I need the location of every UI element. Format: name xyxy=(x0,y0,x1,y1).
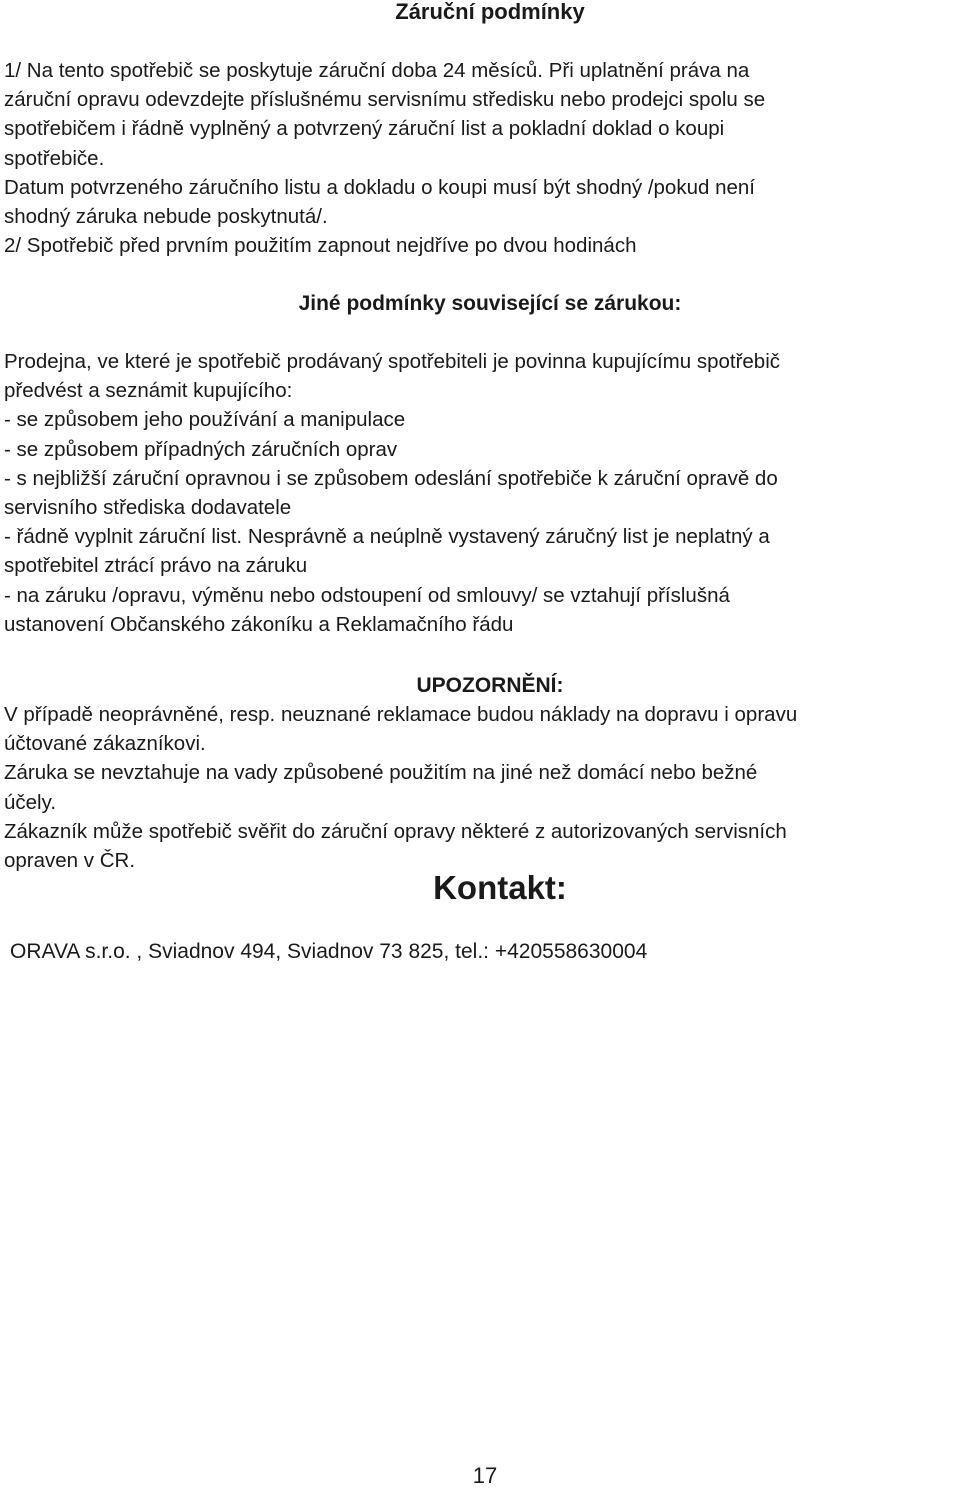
paragraph-line: účtované zákazníkovi. xyxy=(4,732,206,756)
warranty-terms-section xyxy=(4,56,959,260)
other-conditions-heading: Jiné podmínky související se zárukou: xyxy=(298,292,682,315)
paragraph-line: spotřebitel ztrácí právo na záruku xyxy=(4,554,308,578)
warning-section xyxy=(4,700,959,875)
paragraph-line: - se způsobem jeho používání a manipulace xyxy=(4,408,406,432)
paragraph-line: účely. xyxy=(4,790,57,814)
paragraph-line: 2/ Spotřebič před prvním použitím zapnout nejdříve po dvou hodinách xyxy=(4,234,637,258)
paragraph-line: Datum potvrzeného záručního listu a dokladu o koupi musí být shodný /pokud není xyxy=(4,175,755,199)
paragraph-line: 1/ Na tento spotřebič se poskytuje záruční doba 24 měsíců. Při uplatnění práva na xyxy=(4,59,750,82)
paragraph-line: opraven v ČR. xyxy=(4,848,136,872)
contact-address: ORAVA s.r.o. , Sviadnov 494, Sviadnov 73 825, tel.: +420558630004 xyxy=(10,940,648,963)
paragraph-line: - na záruku /opravu, výměnu nebo odstoupení od smlouvy/ se vztahují příslušná xyxy=(4,583,730,607)
paragraph-line: - s nejbližší záruční opravnou i se způsobem odeslání spotřebiče k záruční opravě do xyxy=(4,466,778,490)
paragraph-line: - se způsobem případných záručních oprav xyxy=(4,437,398,461)
other-conditions-section xyxy=(4,347,959,639)
paragraph-line: spotřebiče. xyxy=(4,146,105,170)
paragraph-line: ustanovení Občanského zákoníku a Reklamačního řádu xyxy=(4,612,514,636)
page-title: Záruční podmínky xyxy=(395,0,585,24)
page-number: 17 xyxy=(472,1463,498,1488)
paragraph-line: shodný záruka nebude poskytnutá/. xyxy=(4,204,328,228)
paragraph-line: - řádně vyplnit záruční list. Nesprávně a neúplně vystavený záručný list je neplatný a xyxy=(4,525,770,549)
paragraph-line: Prodejna, ve které je spotřebič prodávaný spotřebiteli je povinna kupujícímu spotřebič xyxy=(4,350,781,373)
paragraph-line: spotřebičem i řádně vyplněný a potvrzený záruční list a pokladní doklad o koupi xyxy=(4,117,725,141)
paragraph-line: V případě neoprávněné, resp. neuznané reklamace budou náklady na dopravu i opravu xyxy=(4,703,798,726)
paragraph-line: Záruka se nevztahuje na vady způsobené použitím na jiné než domácí nebo bežné xyxy=(4,761,758,785)
paragraph-line: Zákazník může spotřebič svěřit do záruční opravy některé z autorizovaných servisních xyxy=(4,819,787,843)
warning-heading: UPOZORNĚNÍ: xyxy=(416,674,564,697)
paragraph-line: servisního střediska dodavatele xyxy=(4,495,292,519)
paragraph-line: záruční opravu odevzdejte příslušnému servisnímu středisku nebo prodejci spolu se xyxy=(4,88,766,112)
paragraph-line: předvést a seznámit kupujícího: xyxy=(4,379,293,403)
contact-heading: Kontakt: xyxy=(433,869,567,906)
